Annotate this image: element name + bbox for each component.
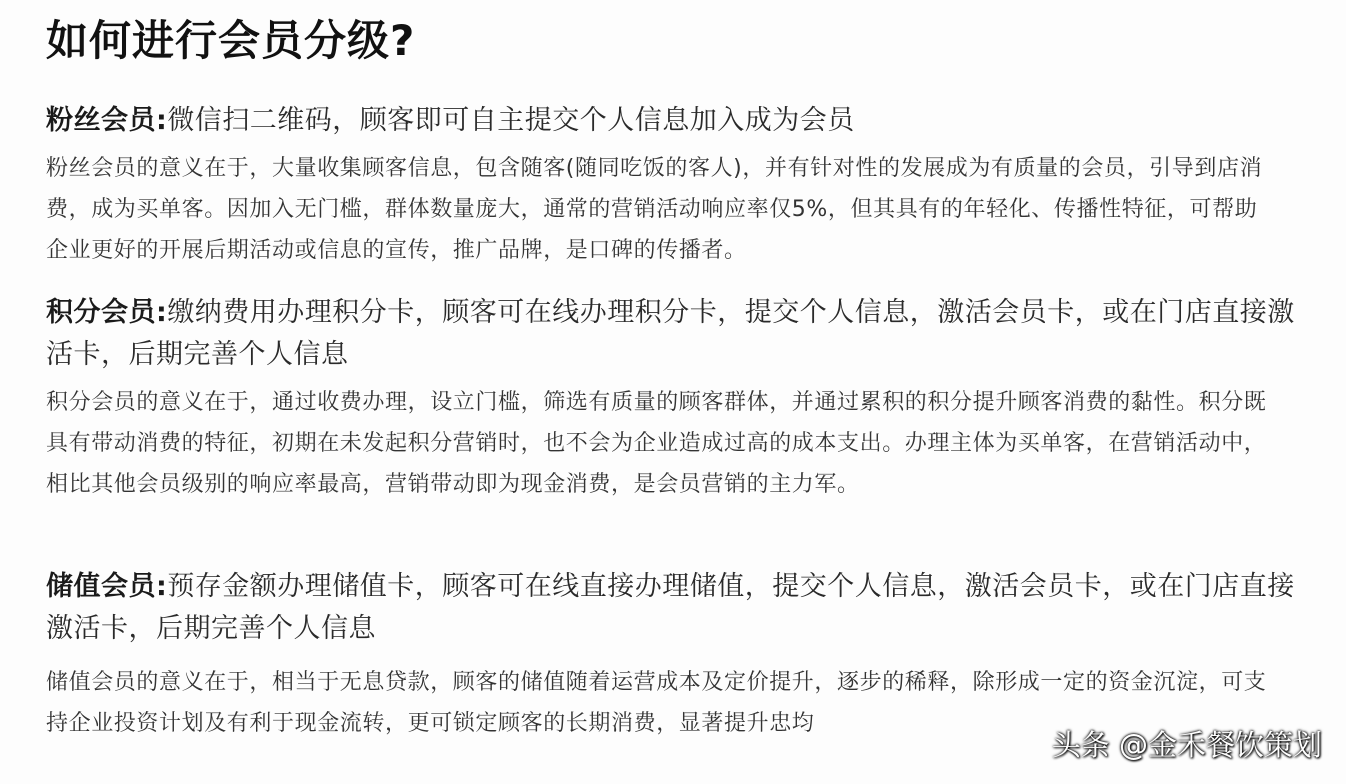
- section-definition: 微信扫二维码，顾客即可自主提交个人信息加入成为会员: [167, 105, 855, 136]
- section-body-stored-value: 储值会员的意义在于，相当于无息贷款，顾客的储值随着运营成本及定价提升，逐步的稀释，除形成一定的资金沉淀，可支持企业投资计划及有利于现金流转，更可锁定顾客的长期消费，显著提升忠均: [46, 670, 1267, 736]
- page-title: 如何进行会员分级?: [46, 16, 416, 65]
- section-heading-stored-value: [46, 566, 1306, 650]
- section-heading-points: [46, 292, 1306, 376]
- section-heading-fans: [46, 100, 1306, 142]
- section-term: 储值会员:: [46, 571, 168, 602]
- author-watermark: 头条 @金禾餐饮策划: [1051, 728, 1322, 762]
- section-term: 粉丝会员:: [46, 105, 168, 136]
- section-body-fans: 粉丝会员的意义在于，大量收集顾客信息，包含随客(随同吃饭的客人)，并有针对性的发展成为有质量的会员，引导到店消费，成为买单客。因加入无门槛，群体数量庞大，通常的营销活动响应率仅5%，但其具有的年轻化、传播性特征，可帮助企业更好的开展后期活动或信息的宣传，推广品牌，是口碑的传播者。: [46, 156, 1263, 263]
- section-term: 积分会员:: [46, 297, 168, 328]
- section-definition: 缴纳费用办理积分卡，顾客可在线办理积分卡，提交个人信息，激活会员卡，或在门店直接激活卡，后期完善个人信息: [46, 297, 1295, 370]
- section-body-points: 积分会员的意义在于，通过收费办理，设立门槛，筛选有质量的顾客群体，并通过累积的积分提升顾客消费的黏性。积分既具有带动消费的特征，初期在未发起积分营销时，也不会为企业造成过高的成本支出。办理主体为买单客，在营销活动中，相比其他会员级别的响应率最高，营销带动即为现金消费，是会员营销的主力军。: [46, 390, 1267, 497]
- section-definition: 预存金额办理储值卡，顾客可在线直接办理储值，提交个人信息，激活会员卡，或在门店直接激活卡，后期完善个人信息: [46, 571, 1295, 644]
